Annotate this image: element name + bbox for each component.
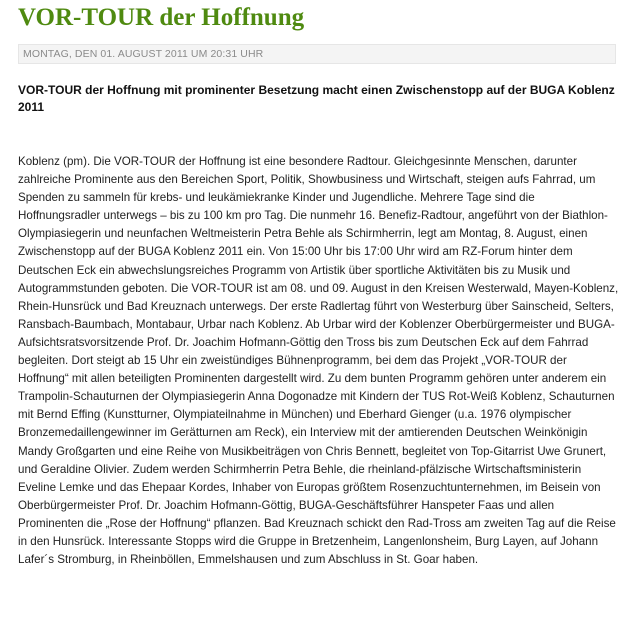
article-date: MONTAG, DEN 01. AUGUST 2011 UM 20:31 UHR	[18, 44, 616, 64]
article-title[interactable]: VOR-TOUR der Hoffnung	[18, 4, 305, 31]
article-body: Koblenz (pm). Die VOR-TOUR der Hoffnung ist eine besondere Radtour. Gleichgesinnte Menschen, darunter zahlreiche Prominente aus den Bereichen Sport, Politik, Showbusiness und Wirtschaft, steigen aufs Fahrrad, um Spenden zu sammeln für krebs- und leukämiekranke Kinder und Jugendliche. Mehrere Tage sind die Hoffnungsradler unterwegs – bis zu 100 km pro Tag. Die nunmehr 16. Benefiz-Radtour, angeführt von der Biathlon-Olympiasiegerin und neunfachen Weltmeisterin Petra Behle als Schirmherrin, legt am Montag, 8. August, einen Zwischenstopp auf der BUGA Koblenz 2011 ein. Von 15:00 Uhr bis 17:00 Uhr wird am RZ-Forum hinter dem Deutschen Eck ein abwechslungsreiches Programm von Artistik über sportliche Aktivitäten bis zu Musik und Autogrammstunden geboten. Die VOR-TOUR ist am 08. und 09. August in den Kreisen Westerwald, Mayen-Koblenz, Rhein-Hunsrück und Bad Kreuznach unterwegs. Der erste Radlertag führt von Westerburg über Sainscheid, Selters, Ransbach-Baumbach, Montabaur, Urbar nach Koblenz. Ab Urbar wird der Koblenzer Oberbürgermeister und BUGA-Aufsichtsratsvorsitzende Prof. Dr. Joachim Hofmann-Göttig den Tross bis zum Deutschen Eck auf dem Fahrrad begleiten. Dort steigt ab 15 Uhr ein zweistündiges Bühnenprogramm, bei dem das Projekt „VOR-TOUR der Hoffnung“ mit allen beteiligten Prominenten dargestellt wird. Zu dem bunten Programm gehören unter anderem ein Trampolin-Schauturnen der Olympiasiegerin Anna Dogonadze mit Kindern der TUS Rot-Weiß Koblenz, Schauturnen mit Bernd Effing (Kunstturner, Olympiateilnahme in München) und Eberhard Gienger (u.a. 1976 olympischer Bronzemedaillengewinner im Gerätturnen am Reck), ein Interview mit der amtierenden Deutschen Weinkönigin Mandy Großgarten und eine Reihe von Musikbeiträgen von Chris Bennett, begleitet von Top-Gitarrist Uwe Grunert, und Geraldine Olivier. Zudem werden Schirmherrin Petra Behle, die rheinland-pfälzische Wirtschaftsministerin Eveline Lemke und das Ehepaar Kordes, Inhaber von Europas größtem Rosenzuchtunternehmen, im Beisein von Oberbürgermeister Prof. Dr. Joachim Hofmann-Göttig, BUGA-Geschäftsführer Hanspeter Faas und allen Prominenten die „Rose der Hoffnung“ pflanzen. Bad Kreuznach schickt den Rad-Tross am zweiten Tag auf die Reise in den Hunsrück. Interessante Stopps wird die Gruppe in Bretzenheim, Langenlonsheim, Burg Layen, auf Johann Lafer´s Stromburg, in Rheinböllen, Emmelshausen und zum Abschluss in St. Goar haben.	[18, 155, 619, 567]
article-lead: VOR-TOUR der Hoffnung mit prominenter Besetzung macht einen Zwischenstopp auf der BUGA Koblenz 2011	[18, 83, 615, 114]
